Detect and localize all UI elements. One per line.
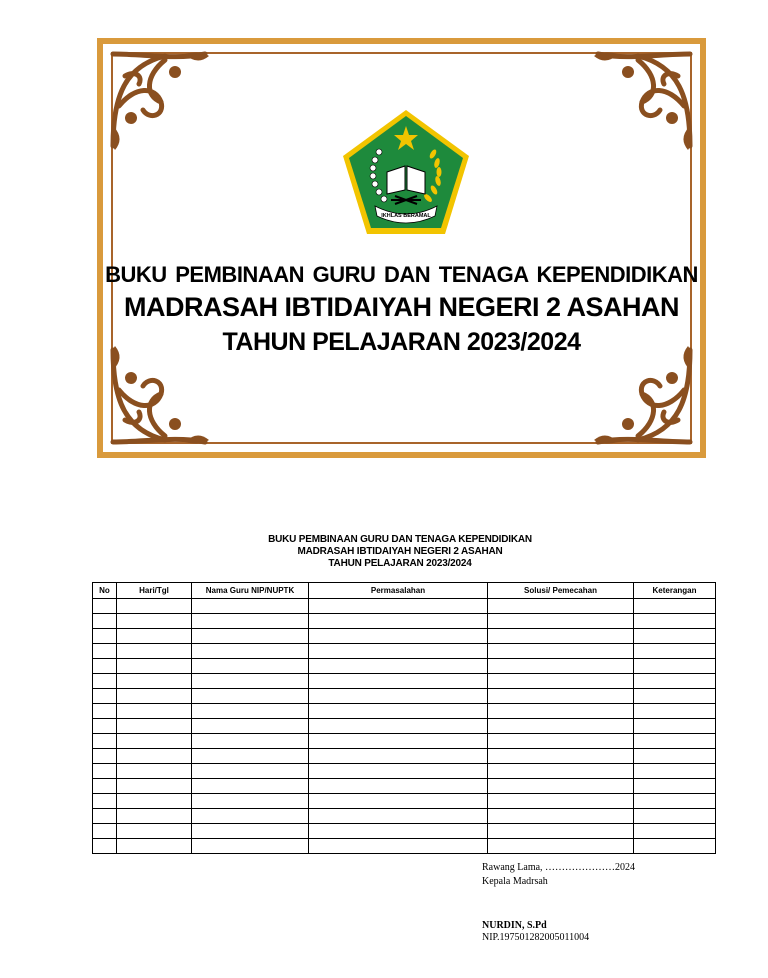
table-cell[interactable]	[93, 749, 117, 764]
table-cell[interactable]	[93, 719, 117, 734]
table-cell[interactable]	[488, 689, 634, 704]
table-cell[interactable]	[634, 779, 716, 794]
table-cell[interactable]	[192, 839, 309, 854]
table-cell[interactable]	[192, 659, 309, 674]
table-row	[93, 809, 716, 824]
table-cell[interactable]	[117, 659, 192, 674]
table-cell[interactable]	[192, 794, 309, 809]
table-cell[interactable]	[117, 824, 192, 839]
table-cell[interactable]	[309, 599, 488, 614]
table-cell[interactable]	[117, 764, 192, 779]
table-cell[interactable]	[117, 614, 192, 629]
corner-ornament-bottom-left	[105, 342, 213, 450]
table-cell[interactable]	[117, 794, 192, 809]
table-cell[interactable]	[93, 734, 117, 749]
table-row	[93, 704, 716, 719]
table-cell[interactable]	[634, 599, 716, 614]
table-cell[interactable]	[93, 599, 117, 614]
table-cell[interactable]	[634, 794, 716, 809]
table-cell[interactable]	[309, 809, 488, 824]
table-cell[interactable]	[488, 644, 634, 659]
table-cell[interactable]	[634, 674, 716, 689]
column-header-date: Hari/Tgl	[117, 583, 192, 599]
table-cell[interactable]	[117, 719, 192, 734]
table-cell[interactable]	[309, 794, 488, 809]
table-row	[93, 674, 716, 689]
table-cell[interactable]	[93, 689, 117, 704]
table-cell[interactable]	[93, 824, 117, 839]
table-cell[interactable]	[634, 839, 716, 854]
table-cell[interactable]	[192, 644, 309, 659]
table-row	[93, 614, 716, 629]
table-cell[interactable]	[117, 689, 192, 704]
corner-ornament-bottom-right	[590, 342, 698, 450]
table-cell[interactable]	[488, 749, 634, 764]
table-cell[interactable]	[488, 674, 634, 689]
sheet-heading-line2: MADRASAH IBTIDAIYAH NEGERI 2 ASAHAN	[297, 546, 503, 557]
table-cell[interactable]	[634, 824, 716, 839]
table-cell[interactable]	[192, 674, 309, 689]
table-cell[interactable]	[488, 629, 634, 644]
table-cell[interactable]	[93, 704, 117, 719]
table-cell[interactable]	[309, 659, 488, 674]
table-cell[interactable]	[93, 629, 117, 644]
table-cell[interactable]	[488, 599, 634, 614]
column-header-teacher: Nama Guru NIP/NUPTK	[192, 583, 309, 599]
table-cell[interactable]	[117, 809, 192, 824]
table-cell[interactable]	[117, 839, 192, 854]
table-cell[interactable]	[117, 734, 192, 749]
table-row	[93, 794, 716, 809]
table-cell[interactable]	[634, 689, 716, 704]
table-cell[interactable]	[488, 779, 634, 794]
table-cell[interactable]	[93, 794, 117, 809]
table-cell[interactable]	[634, 704, 716, 719]
table-row	[93, 629, 716, 644]
table-cell[interactable]	[192, 704, 309, 719]
table-row	[93, 764, 716, 779]
table-cell[interactable]	[488, 704, 634, 719]
cover-frame	[97, 38, 706, 458]
table-cell[interactable]	[488, 809, 634, 824]
cover-title-line3: TAHUN PELAJARAN 2023/2024	[222, 328, 581, 356]
table-row	[93, 644, 716, 659]
table-header-row	[93, 583, 716, 599]
corner-ornament-top-right	[590, 46, 698, 154]
table-cell[interactable]	[309, 764, 488, 779]
table-cell[interactable]	[488, 719, 634, 734]
table-cell[interactable]	[93, 764, 117, 779]
table-cell[interactable]	[634, 734, 716, 749]
signature-role: Kepala Madrsah	[482, 876, 548, 887]
kemenag-logo-icon	[339, 106, 473, 240]
logo-motto: IKHLAS BERAMAL	[381, 213, 431, 219]
table-cell[interactable]	[93, 809, 117, 824]
table-cell[interactable]	[93, 659, 117, 674]
table-cell[interactable]	[309, 839, 488, 854]
table-row	[93, 689, 716, 704]
cover-title-line2: MADRASAH IBTIDAIYAH NEGERI 2 ASAHAN	[123, 292, 680, 322]
table-cell[interactable]	[117, 674, 192, 689]
table-cell[interactable]	[192, 764, 309, 779]
table-body	[93, 599, 716, 854]
table-cell[interactable]	[488, 614, 634, 629]
table-cell[interactable]	[309, 824, 488, 839]
table-cell[interactable]	[634, 749, 716, 764]
table-cell[interactable]	[488, 734, 634, 749]
table-cell[interactable]	[93, 644, 117, 659]
table-cell[interactable]	[634, 764, 716, 779]
coaching-log-table	[92, 582, 716, 854]
table-row	[93, 749, 716, 764]
table-cell[interactable]	[634, 644, 716, 659]
cover-title-line1: BUKU PEMBINAAN GURU DAN TENAGA KEPENDIDIKAN	[105, 262, 698, 287]
table-cell[interactable]	[309, 644, 488, 659]
table-cell[interactable]	[192, 719, 309, 734]
table-cell[interactable]	[309, 734, 488, 749]
table-cell[interactable]	[192, 629, 309, 644]
column-header-problem: Permasalahan	[309, 583, 488, 599]
table-cell[interactable]	[634, 629, 716, 644]
table-cell[interactable]	[309, 719, 488, 734]
column-header-no: No	[93, 583, 117, 599]
signature-name: NURDIN, S.Pd	[482, 920, 547, 931]
sheet-heading-line1: BUKU PEMBINAAN GURU DAN TENAGA KEPENDIDIKAN	[268, 534, 532, 545]
column-header-solution: Solusi/ Pemecahan	[488, 583, 634, 599]
table-row	[93, 779, 716, 794]
table-cell[interactable]	[117, 629, 192, 644]
table-cell[interactable]	[192, 824, 309, 839]
table-cell[interactable]	[117, 599, 192, 614]
table-cell[interactable]	[634, 614, 716, 629]
table-cell[interactable]	[309, 689, 488, 704]
table-cell[interactable]	[192, 614, 309, 629]
table-cell[interactable]	[488, 659, 634, 674]
table-cell[interactable]	[93, 779, 117, 794]
table-cell[interactable]	[117, 779, 192, 794]
table-cell[interactable]	[93, 674, 117, 689]
table-cell[interactable]	[634, 719, 716, 734]
corner-ornament-top-left	[105, 46, 213, 154]
signature-nip: NIP.197501282005011004	[482, 932, 590, 943]
table-cell[interactable]	[488, 764, 634, 779]
table-cell[interactable]	[309, 779, 488, 794]
table-cell[interactable]	[309, 629, 488, 644]
table-cell[interactable]	[309, 704, 488, 719]
table-cell[interactable]	[309, 749, 488, 764]
table-row	[93, 599, 716, 614]
sheet-heading	[0, 534, 768, 570]
table-cell[interactable]	[192, 809, 309, 824]
table-cell[interactable]	[117, 704, 192, 719]
column-header-notes: Keterangan	[634, 583, 716, 599]
table-cell[interactable]	[117, 644, 192, 659]
table-cell[interactable]	[488, 824, 634, 839]
table-cell[interactable]	[192, 749, 309, 764]
table-cell[interactable]	[192, 599, 309, 614]
table-row	[93, 659, 716, 674]
table-cell[interactable]	[192, 779, 309, 794]
table-row	[93, 824, 716, 839]
sheet-heading-line3: TAHUN PELAJARAN 2023/2024	[328, 558, 472, 569]
table-cell[interactable]	[93, 839, 117, 854]
table-cell[interactable]	[488, 839, 634, 854]
table-cell[interactable]	[192, 689, 309, 704]
table-cell[interactable]	[192, 734, 309, 749]
table-cell[interactable]	[634, 809, 716, 824]
signature-place-date: Rawang Lama, …………………2024	[482, 862, 636, 873]
table-row	[93, 839, 716, 854]
table-cell[interactable]	[488, 794, 634, 809]
table-row	[93, 719, 716, 734]
table-cell[interactable]	[309, 614, 488, 629]
table-cell[interactable]	[93, 614, 117, 629]
table-cell[interactable]	[117, 749, 192, 764]
table-cell[interactable]	[634, 659, 716, 674]
table-row	[93, 734, 716, 749]
table-cell[interactable]	[309, 674, 488, 689]
